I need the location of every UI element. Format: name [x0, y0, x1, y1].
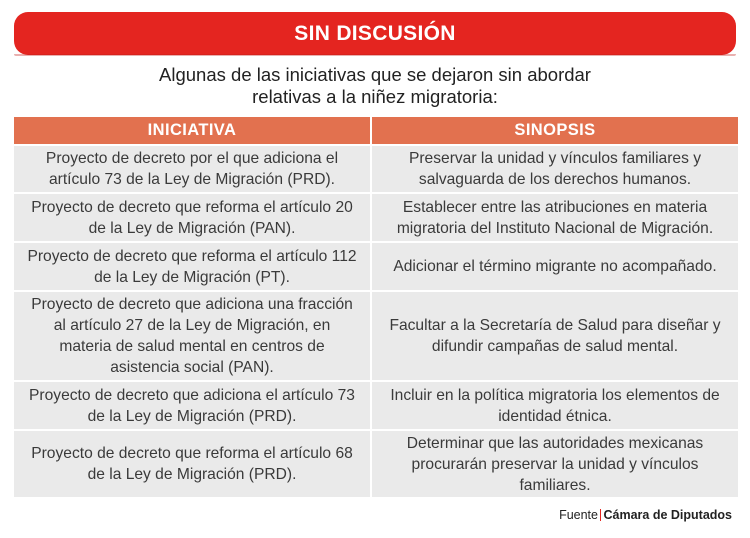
- row-1-sinopsis: Preservar la unidad y vínculos familiares y salvaguarda de los derechos humanos.: [372, 144, 738, 192]
- header-iniciativa: INICIATIVA: [14, 117, 372, 144]
- row-6-sinopsis: Determinar que las autoridades mexicanas procurarán preservar la unidad y vínculos familiares.: [372, 429, 738, 497]
- banner-title: SIN DISCUSIÓN: [294, 21, 456, 45]
- row-2-iniciativa: Proyecto de decreto que reforma el artículo 20 de la Ley de Migración (PAN).: [14, 192, 372, 241]
- source-org: Cámara de Diputados: [603, 508, 732, 522]
- row-5-sinopsis: Incluir en la política migratoria los elementos de identidad étnica.: [372, 380, 738, 429]
- source-label: Fuente: [559, 508, 598, 522]
- row-5-iniciativa: Proyecto de decreto que adiciona el artículo 73 de la Ley de Migración (PRD).: [14, 380, 372, 429]
- row-3-sinopsis: Adicionar el término migrante no acompañado.: [372, 241, 738, 290]
- source-separator: [600, 509, 602, 521]
- title-banner: [14, 12, 736, 55]
- row-1-iniciativa: Proyecto de decreto por el que adiciona el artículo 73 de la Ley de Migración (PRD).: [14, 144, 372, 192]
- source-credit: [559, 508, 732, 522]
- row-3-iniciativa: Proyecto de decreto que reforma el artículo 112 de la Ley de Migración (PT).: [14, 241, 372, 290]
- subtitle-line-1: Algunas de las iniciativas que se dejaron sin abordar: [159, 64, 591, 85]
- row-6-iniciativa: Proyecto de decreto que reforma el artículo 68 de la Ley de Migración (PRD).: [14, 429, 372, 497]
- row-2-sinopsis: Establecer entre las atribuciones en materia migratoria del Instituto Nacional de Migración.: [372, 192, 738, 241]
- initiatives-table: [14, 117, 738, 497]
- subtitle: [60, 64, 690, 108]
- row-4-sinopsis: Facultar a la Secretaría de Salud para diseñar y difundir campañas de salud mental.: [372, 290, 738, 380]
- row-4-iniciativa: Proyecto de decreto que adiciona una fracción al artículo 27 de la Ley de Migración, en materia de salud mental en centros de asistencia social (PAN).: [14, 290, 372, 380]
- header-sinopsis: SINOPSIS: [372, 117, 738, 144]
- subtitle-line-2: relativas a la niñez migratoria:: [252, 86, 498, 107]
